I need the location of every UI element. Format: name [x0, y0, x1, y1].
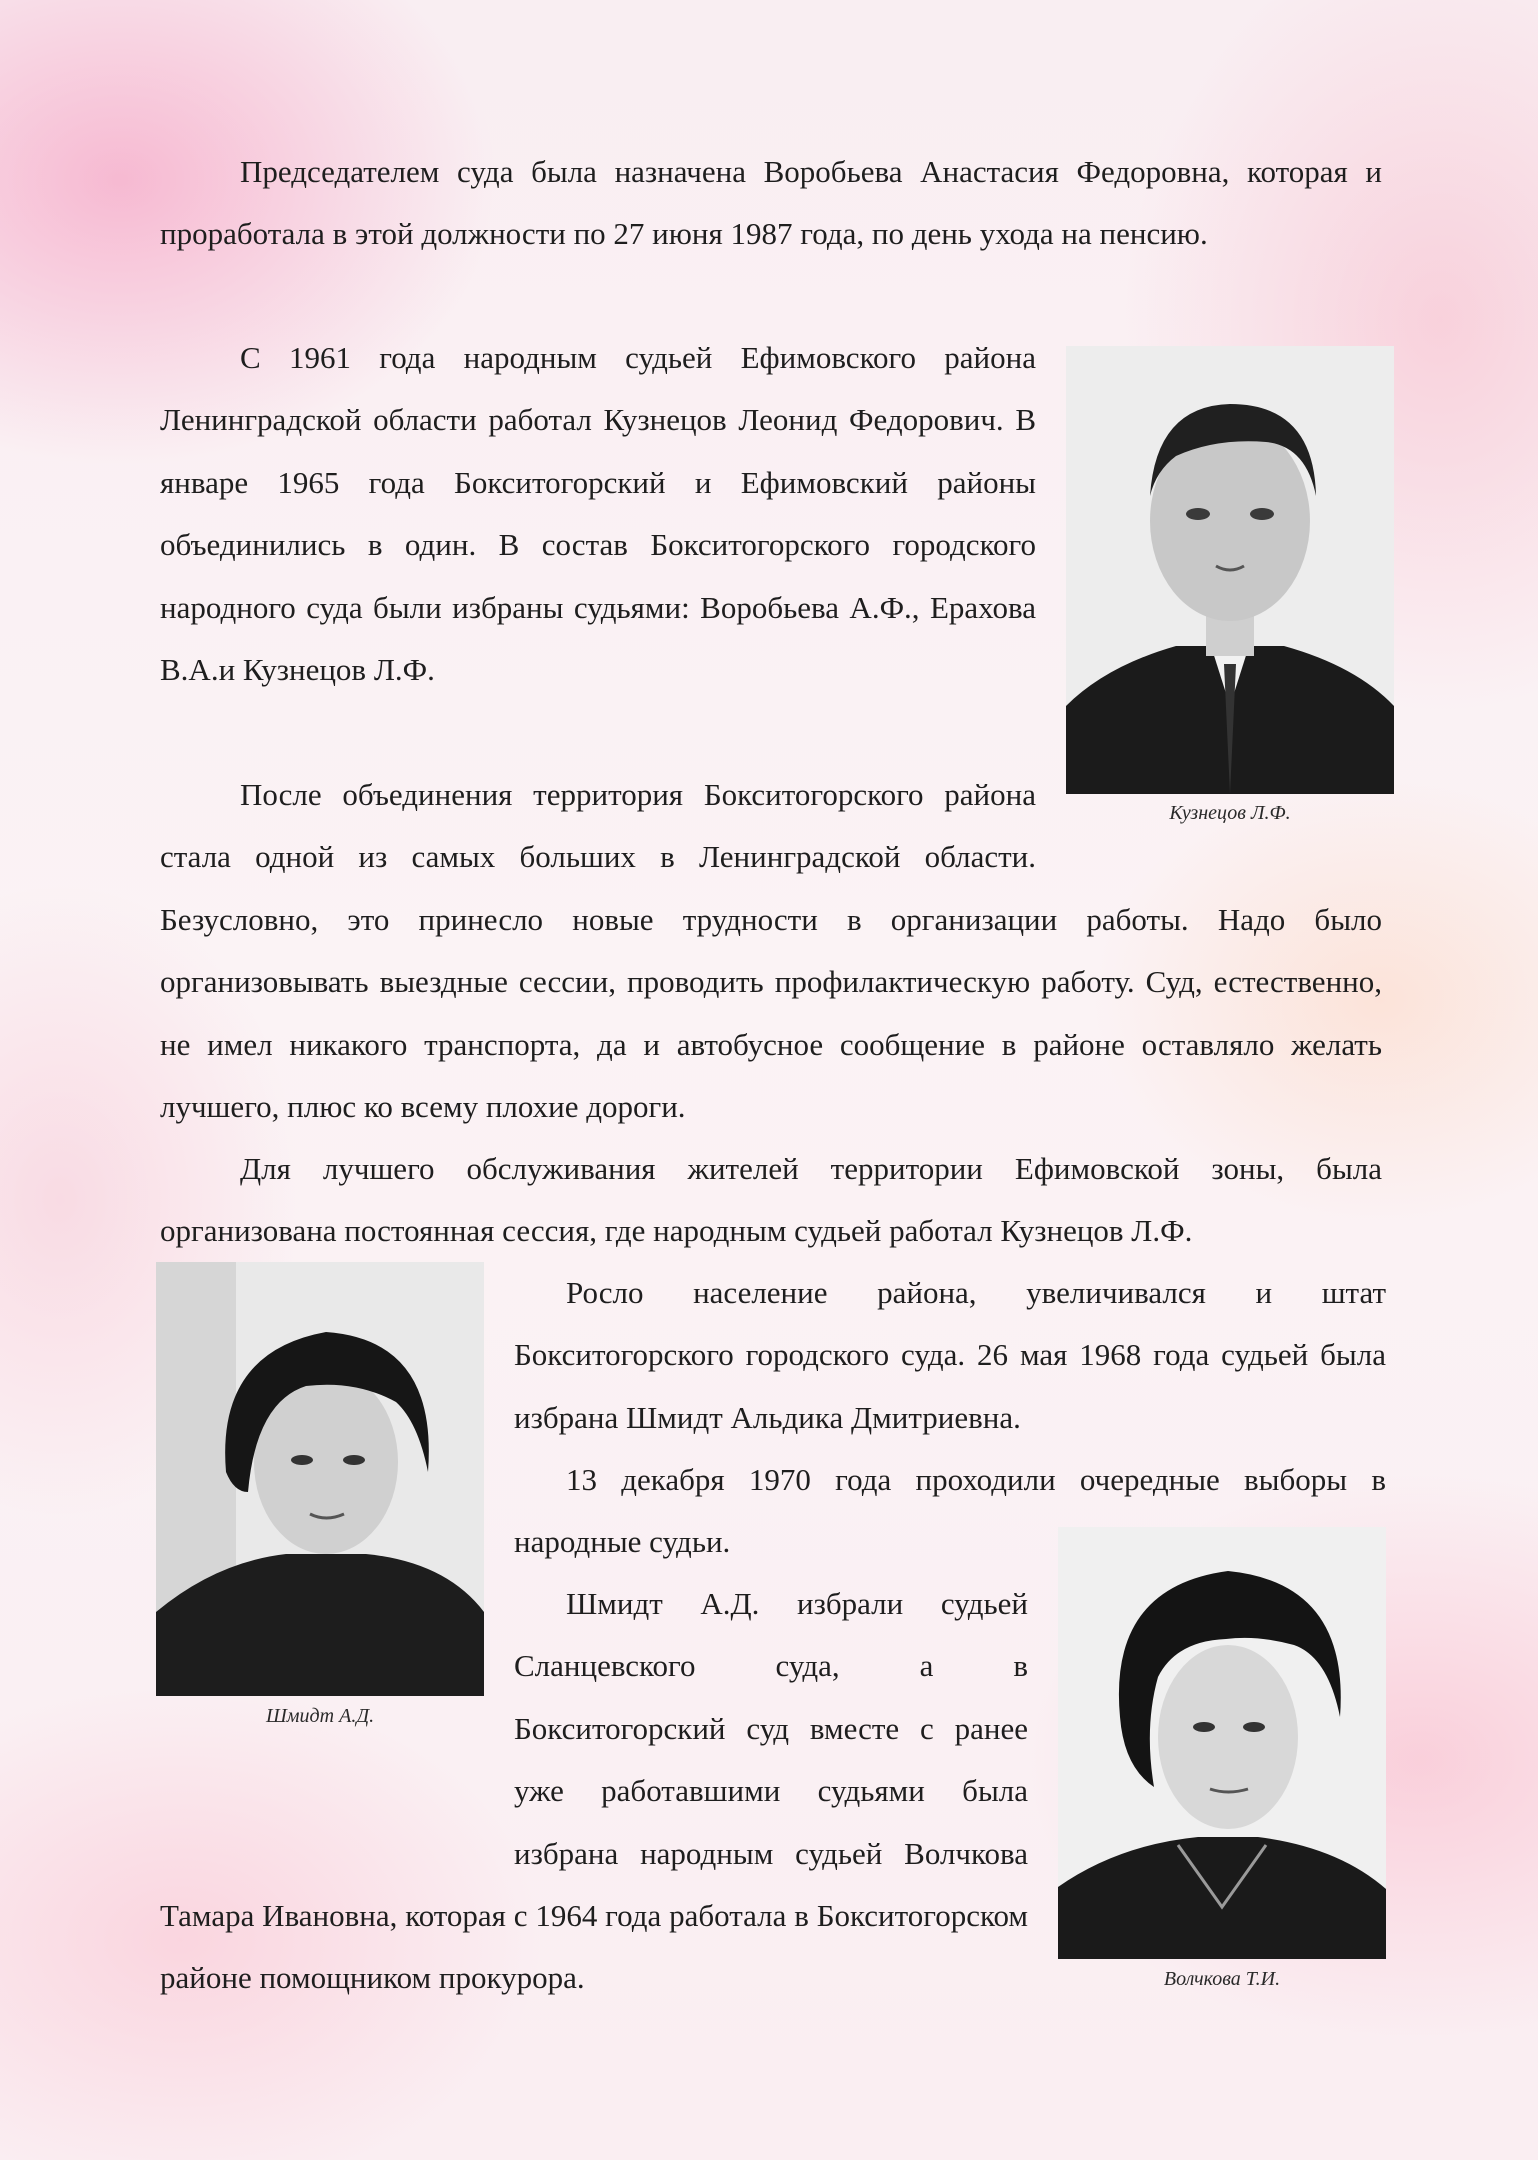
photo-kuznetsov	[1066, 346, 1394, 794]
caption-volchkova: Волчкова Т.И.	[1163, 1968, 1281, 1990]
portrait-woman-image	[1058, 1527, 1386, 1959]
paragraph-6: 13 декабря 1970 года проходили очередные выборы в народные судьи.	[514, 1462, 1386, 1560]
paragraph-3	[160, 764, 1382, 1138]
photo-volchkova	[1058, 1527, 1386, 1959]
caption-shmidt: Шмидт А.Д.	[265, 1705, 375, 1727]
caption-kuznetsov: Кузнецов Л.Ф.	[1169, 802, 1291, 824]
paragraph-4: Для лучшего обслуживания жителей территории Ефимовской зоны, была организована постоянная сессия, где народным судьей работал Кузнецов Л.Ф.	[160, 1151, 1382, 1249]
photo-spacer	[160, 1573, 514, 1823]
photo-spacer	[1036, 764, 1382, 884]
paragraph-1: Председателем суда была назначена Воробьева Анастасия Федоровна, которая и проработала в этой должности по 27 июня 1987 года, по день ухода на пенсию.	[160, 154, 1382, 252]
paragraph-7	[160, 1573, 1028, 2010]
paragraph-7-text: Шмидт А.Д. избрали судьей Сланцевского суда, а в Бокситогорский суд вместе с ранее уже работавшими судьями была избрана народным судьей Волчкова Тамара Ивановна, которая с 1964 года работала в Бокситогорском районе помощником прокурора.	[160, 1586, 1028, 1996]
paragraph-5: Росло население района, увеличивался и штат Бокситогорского городского суда. 26 мая 1968 года судьей была избрана Шмидт Альдика Дмитриевна.	[514, 1275, 1386, 1435]
paragraph-3-text: После объединения территория Бокситогорского района стала одной из самых больших в Ленинградской области. Безусловно, это принесло новые трудности в организации работы. Надо было организовывать выездные сессии, проводить профилактическую работу. Суд, естественно, не имел никакого транспорта, да и автобусное сообщение в районе оставляло желать лучшего, плюс ко всему плохие дороги.	[160, 777, 1382, 1125]
portrait-man-image	[1066, 346, 1394, 794]
paragraph-2: С 1961 года народным судьей Ефимовского района Ленинградской области работал Кузнецов Леонид Федорович. В январе 1965 года Бокситогорский и Ефимовский районы объединились в один. В состав Бокситогорского городского народного суда были избраны судьями: Воробьева А.Ф., Ерахова В.А.и Кузнецов Л.Ф.	[160, 340, 1036, 688]
